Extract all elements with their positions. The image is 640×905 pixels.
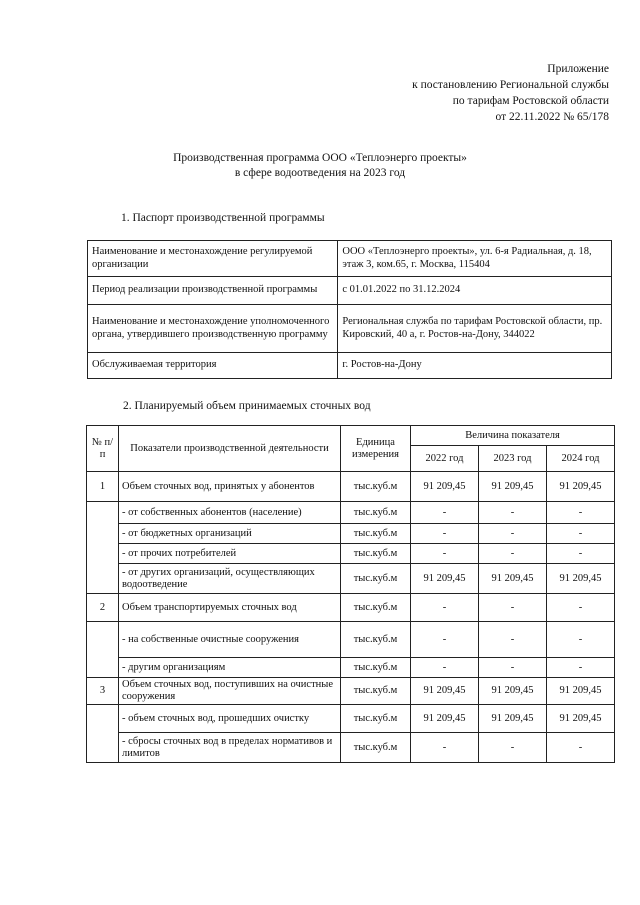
passport-label: Наименование и местонахождение регулируемой организации [88, 241, 338, 277]
row-value-2024: - [547, 594, 615, 622]
row-unit: тыс.куб.м [341, 544, 411, 564]
row-value-2022: - [411, 594, 479, 622]
row-value-2023: - [479, 544, 547, 564]
header-year-2023: 2023 год [479, 446, 547, 472]
row-value-2024: - [547, 622, 615, 658]
row-unit: тыс.куб.м [341, 733, 411, 763]
row-value-2024: 91 209,45 [547, 564, 615, 594]
row-value-2023: 91 209,45 [479, 472, 547, 502]
row-value-2024: - [547, 544, 615, 564]
table-row [87, 658, 615, 678]
row-value-2024: 91 209,45 [547, 705, 615, 733]
appendix-line-4: от 22.11.2022 № 65/178 [495, 111, 609, 123]
row-unit: тыс.куб.м [341, 502, 411, 524]
row-value-2022: - [411, 658, 479, 678]
row-indicator: - от бюджетных организаций [119, 524, 341, 544]
table-row [87, 622, 615, 658]
volume-table [86, 425, 615, 763]
header-unit: Единица измерения [341, 426, 411, 472]
row-value-2024: - [547, 733, 615, 763]
row-unit: тыс.куб.м [341, 658, 411, 678]
row-value-2022: 91 209,45 [411, 564, 479, 594]
row-indicator: - от других организаций, осуществляющих водоотведение [119, 564, 341, 594]
header-value-group: Величина показателя [411, 426, 615, 446]
row-num [87, 705, 119, 763]
row-value-2022: 91 209,45 [411, 705, 479, 733]
row-indicator: - объем сточных вод, прошедших очистку [119, 705, 341, 733]
passport-row [88, 305, 612, 353]
row-unit: тыс.куб.м [341, 524, 411, 544]
row-unit: тыс.куб.м [341, 472, 411, 502]
row-value-2023: 91 209,45 [479, 678, 547, 705]
row-value-2023: - [479, 502, 547, 524]
title-line-2: в сфере водоотведения на 2023 год [234, 167, 406, 179]
row-value-2022: - [411, 733, 479, 763]
row-value-2023: - [479, 658, 547, 678]
passport-row [88, 277, 612, 305]
row-indicator: Объем сточных вод, принятых у абонентов [119, 472, 341, 502]
table-row [87, 678, 615, 705]
row-value-2023: - [479, 733, 547, 763]
table-row [87, 733, 615, 763]
header-year-2022: 2022 год [411, 446, 479, 472]
row-num: 1 [87, 472, 119, 502]
row-unit: тыс.куб.м [341, 622, 411, 658]
row-unit: тыс.куб.м [341, 678, 411, 705]
row-value-2023: 91 209,45 [479, 564, 547, 594]
title-line-1: Производственная программа ООО «Теплоэнерго проекты» [173, 152, 467, 164]
row-value-2023: - [479, 594, 547, 622]
row-value-2024: - [547, 502, 615, 524]
document-title [0, 151, 640, 181]
row-value-2024: - [547, 524, 615, 544]
header-year-2024: 2024 год [547, 446, 615, 472]
row-value-2024: 91 209,45 [547, 472, 615, 502]
passport-value: г. Ростов-на-Дону [338, 353, 612, 379]
row-num [87, 622, 119, 678]
table-row [87, 472, 615, 502]
row-value-2022: - [411, 524, 479, 544]
appendix-line-2: к постановлению Региональной службы [412, 79, 609, 91]
row-value-2022: 91 209,45 [411, 472, 479, 502]
row-unit: тыс.куб.м [341, 594, 411, 622]
passport-label: Обслуживаемая территория [88, 353, 338, 379]
row-num: 3 [87, 678, 119, 705]
table-header-row [87, 426, 615, 446]
row-unit: тыс.куб.м [341, 705, 411, 733]
passport-value: с 01.01.2022 по 31.12.2024 [338, 277, 612, 305]
row-indicator: - от собственных абонентов (население) [119, 502, 341, 524]
passport-label: Наименование и местонахождение уполномоченного органа, утвердившего производственную программу [88, 305, 338, 353]
row-indicator: Объем сточных вод, поступивших на очистные сооружения [119, 678, 341, 705]
row-unit: тыс.куб.м [341, 564, 411, 594]
table-row [87, 564, 615, 594]
row-value-2023: - [479, 524, 547, 544]
row-value-2022: - [411, 502, 479, 524]
row-indicator: - на собственные очистные сооружения [119, 622, 341, 658]
row-value-2022: - [411, 622, 479, 658]
row-indicator: Объем транспортируемых сточных вод [119, 594, 341, 622]
table-row [87, 524, 615, 544]
passport-row [88, 241, 612, 277]
row-indicator: - другим организациям [119, 658, 341, 678]
passport-value: ООО «Теплоэнерго проекты», ул. 6-я Радиальная, д. 18, этаж 3, ком.65, г. Москва, 115404 [338, 241, 612, 277]
row-value-2022: - [411, 544, 479, 564]
row-value-2022: 91 209,45 [411, 678, 479, 705]
header-num: № п/п [87, 426, 119, 472]
table-row [87, 502, 615, 524]
appendix-line-1: Приложение [547, 63, 609, 75]
passport-table [87, 240, 612, 379]
appendix-line-3: по тарифам Ростовской области [452, 95, 609, 107]
section-2-heading: 2. Планируемый объем принимаемых сточных вод [123, 400, 371, 412]
header-indicator: Показатели производственной деятельности [119, 426, 341, 472]
table-row [87, 594, 615, 622]
row-num [87, 502, 119, 594]
table-row [87, 705, 615, 733]
row-value-2024: - [547, 658, 615, 678]
passport-row [88, 353, 612, 379]
passport-value: Региональная служба по тарифам Ростовской области, пр. Кировский, 40 а, г. Ростов-на-Дону, 344022 [338, 305, 612, 353]
row-value-2024: 91 209,45 [547, 678, 615, 705]
row-value-2023: 91 209,45 [479, 705, 547, 733]
section-1-heading: 1. Паспорт производственной программы [121, 212, 325, 224]
table-row [87, 544, 615, 564]
appendix-block [412, 61, 609, 125]
row-num: 2 [87, 594, 119, 622]
row-value-2023: - [479, 622, 547, 658]
passport-label: Период реализации производственной программы [88, 277, 338, 305]
row-indicator: - от прочих потребителей [119, 544, 341, 564]
row-indicator: - сбросы сточных вод в пределах нормативов и лимитов [119, 733, 341, 763]
